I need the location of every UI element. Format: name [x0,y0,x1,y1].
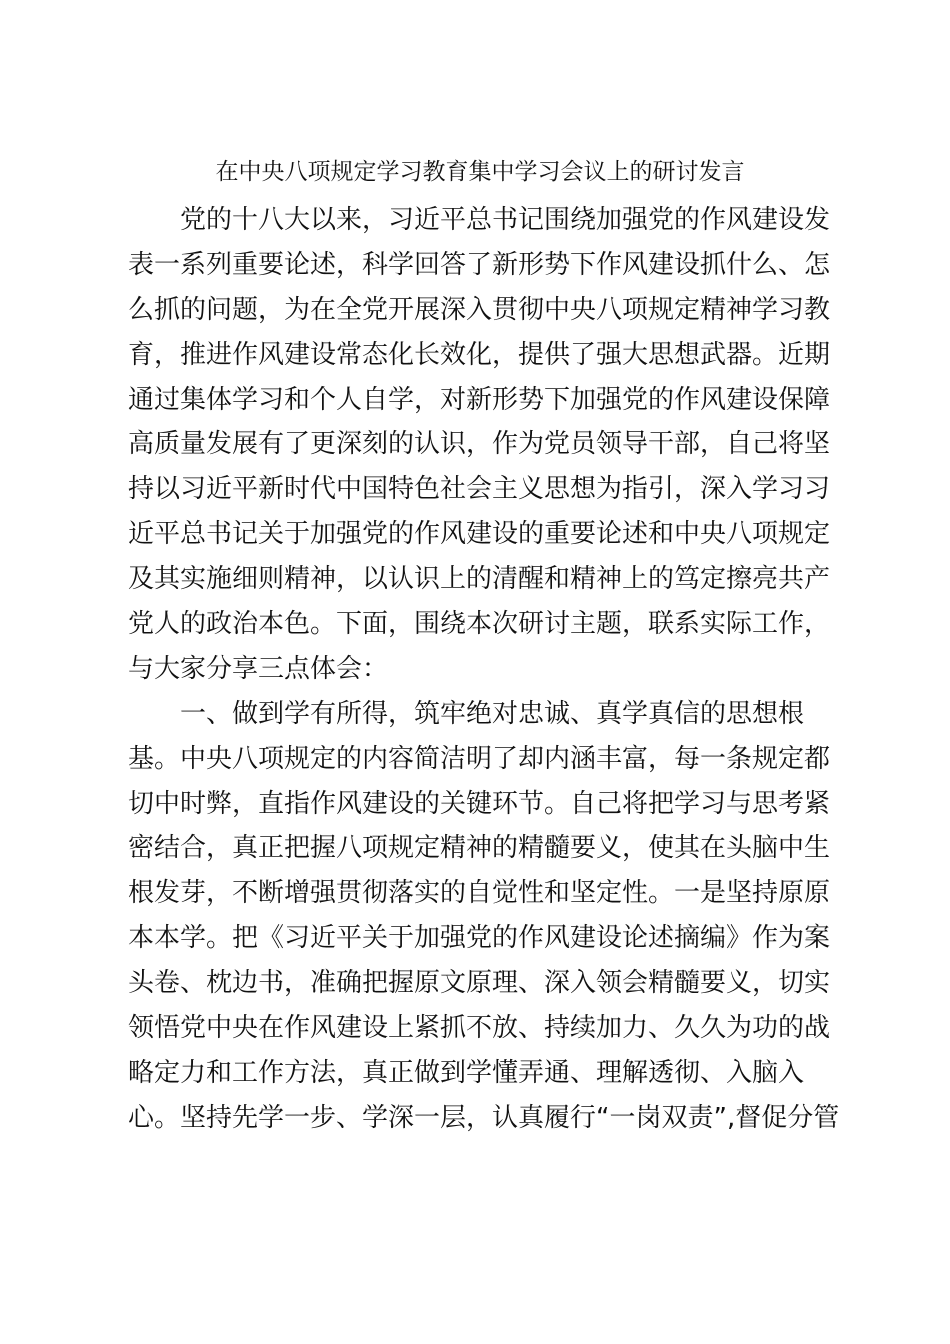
document-title: 在中央八项规定学习教育集中学习会议上的研讨发言 [215,159,745,185]
paragraph-line: 密结合，真正把握八项规定精神的精髓要义，使其在头脑中生 [128,833,831,864]
paragraph-line: 领悟党中央在作风建设上紧抓不放、持续加力、久久为功的战 [128,1013,831,1044]
paragraph-line: 党人的政治本色。下面，围绕本次研讨主题，联系实际工作， [128,609,831,640]
paragraph-line: 及其实施细则精神，以认识上的清醒和精神上的笃定擦亮共产 [128,564,831,595]
paragraph-line: 表一系列重要论述，科学回答了新形势下作风建设抓什么、怎 [128,249,831,280]
paragraph-line: 近平总书记关于加强党的作风建设的重要论述和中央八项规定 [128,519,831,550]
paragraph-line: 略定力和工作方法，真正做到学懂弄通、理解透彻、入脑入 [128,1057,805,1088]
paragraph-line: 与大家分享三点体会： [128,653,389,684]
paragraph-line: 头卷、枕边书，准确把握原文原理、深入领会精髓要义，切实 [128,968,831,999]
paragraph-line: 通过集体学习和个人自学，对新形势下加强党的作风建设保障 [128,384,831,415]
paragraph-line: 基。中央八项规定的内容简洁明了却内涵丰富，每一条规定都 [128,743,831,774]
paragraph-line: 根发芽，不断增强贯彻落实的自觉性和坚定性。一是坚持原原 [128,878,831,909]
paragraph-line: 持以习近平新时代中国特色社会主义思想为指引，深入学习习 [128,474,831,505]
paragraph-line: 育，推进作风建设常态化长效化，提供了强大思想武器。近期 [128,339,831,370]
paragraph-line: 党的十八大以来，习近平总书记围绕加强党的作风建设发 [180,205,831,235]
paragraph-line: 么抓的问题，为在全党开展深入贯彻中央八项规定精神学习教 [128,294,831,325]
paragraph-line: 高质量发展有了更深刻的认识，作为党员领导干部，自己将坚 [128,429,831,460]
paragraph-line: 心。坚持先学一步、学深一层，认真履行“一岗双责”,督促分管 [128,1102,840,1133]
paragraph-line: 本本学。把《习近平关于加强党的作风建设论述摘编》作为案 [128,923,831,954]
paragraph-line: 切中时弊，直指作风建设的关键环节。自己将把学习与思考紧 [128,788,831,819]
paragraph-line: 一、做到学有所得，筑牢绝对忠诚、真学真信的思想根 [180,698,805,729]
document-body [128,198,840,1141]
